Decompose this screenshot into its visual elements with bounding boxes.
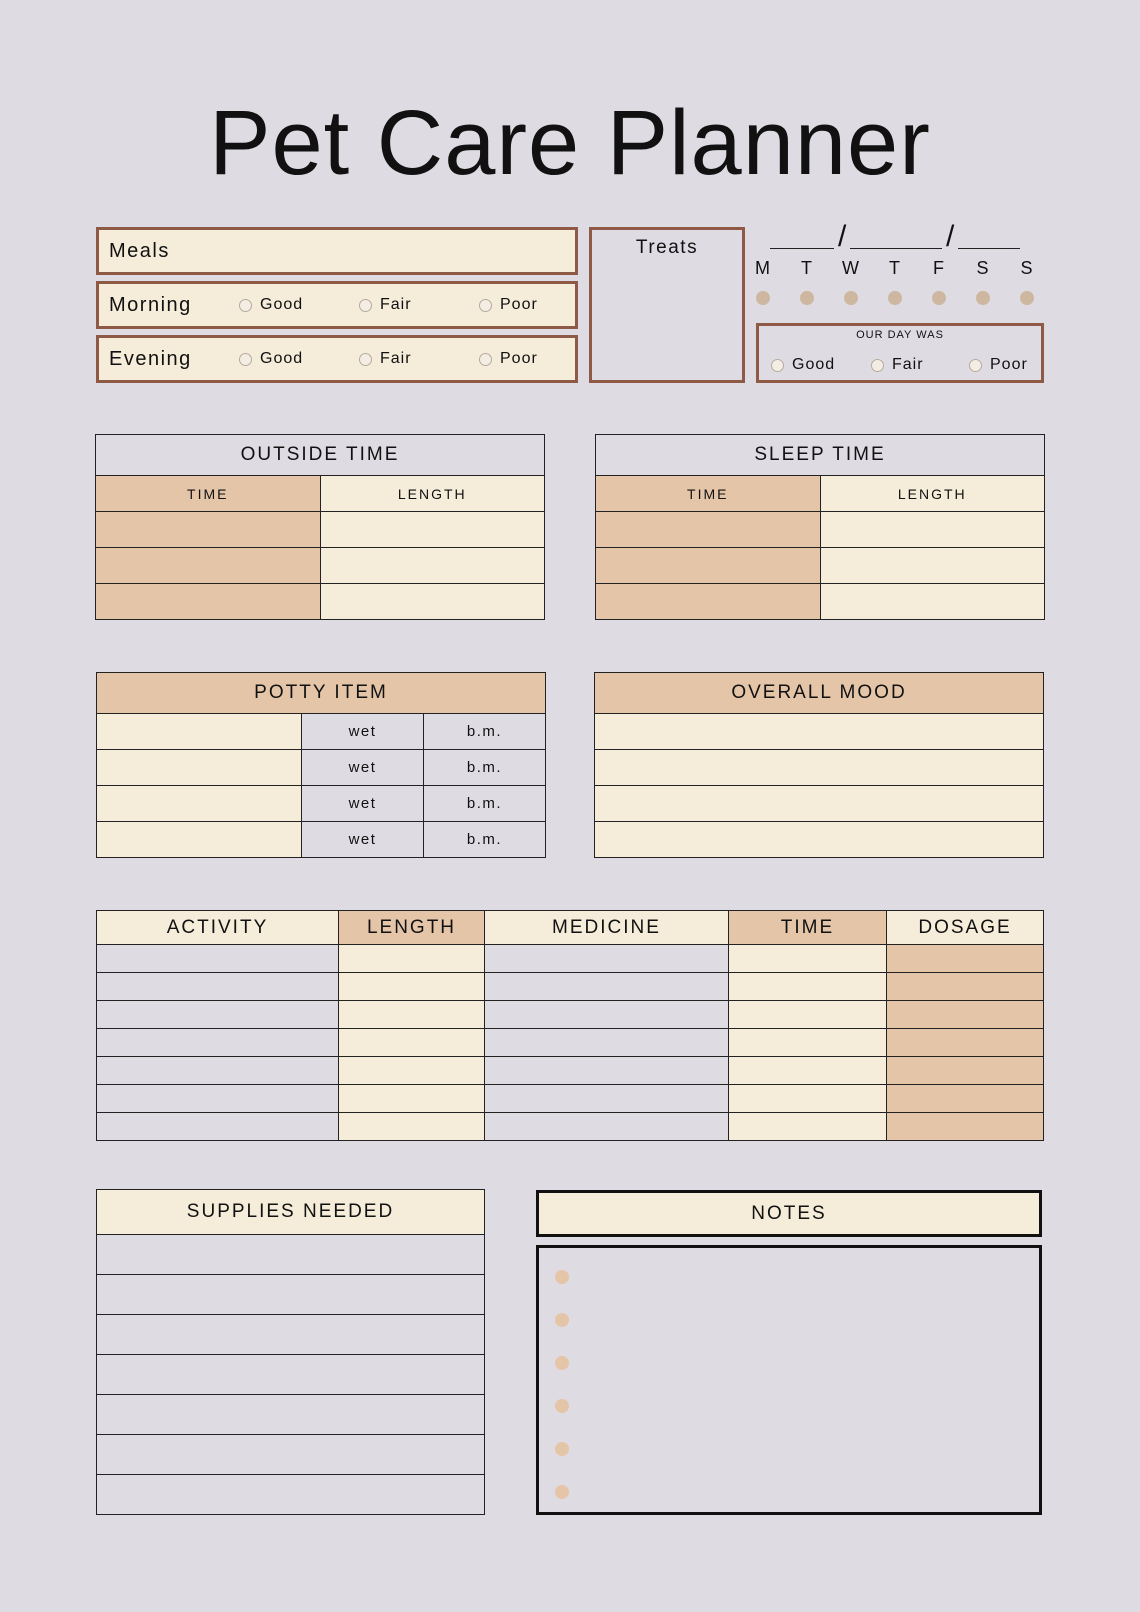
supply-entry-cell[interactable] — [97, 1275, 485, 1315]
meals-label: Meals — [109, 239, 170, 262]
morning-good-option[interactable]: Good — [239, 296, 303, 314]
outside-length-cell[interactable] — [320, 512, 545, 548]
potty-table — [96, 672, 546, 858]
weekday-selector — [748, 258, 1048, 308]
outside-time-col-time: TIME — [96, 476, 321, 512]
date-month-field[interactable] — [770, 248, 834, 249]
day-good-option[interactable]: Good — [771, 356, 835, 374]
day-dot-wednesday[interactable] — [844, 291, 858, 305]
medicine-cell[interactable] — [485, 973, 729, 1001]
notes-title: NOTES — [751, 1202, 827, 1224]
time-cell[interactable] — [729, 973, 887, 1001]
activity-cell[interactable] — [97, 1001, 339, 1029]
potty-wet-option[interactable]: wet — [302, 714, 424, 750]
notes-header — [536, 1190, 1042, 1237]
day-sunday: S — [1020, 258, 1034, 278]
col-activity: ACTIVITY — [97, 911, 339, 945]
potty-bm-option[interactable]: b.m. — [424, 822, 546, 858]
dosage-cell[interactable] — [887, 1085, 1044, 1113]
bullet-dot-icon — [555, 1313, 569, 1327]
dosage-cell[interactable] — [887, 1057, 1044, 1085]
potty-item-cell[interactable] — [97, 714, 302, 750]
supply-entry-cell[interactable] — [97, 1435, 485, 1475]
morning-poor-option[interactable]: Poor — [479, 296, 538, 314]
bullet-dot-icon — [555, 1270, 569, 1284]
activity-cell[interactable] — [97, 1113, 339, 1141]
length-cell[interactable] — [339, 1085, 485, 1113]
sleep-length-cell[interactable] — [820, 548, 1045, 584]
length-cell[interactable] — [339, 1057, 485, 1085]
activity-cell[interactable] — [97, 1029, 339, 1057]
outside-time-cell[interactable] — [96, 512, 321, 548]
medicine-cell[interactable] — [485, 1085, 729, 1113]
time-cell[interactable] — [729, 1113, 887, 1141]
time-cell[interactable] — [729, 1029, 887, 1057]
evening-good-option[interactable]: Good — [239, 350, 303, 368]
supply-entry-cell[interactable] — [97, 1395, 485, 1435]
day-rating-box — [756, 323, 1044, 383]
supply-entry-cell[interactable] — [97, 1315, 485, 1355]
mood-entry-cell[interactable] — [595, 714, 1044, 750]
dosage-cell[interactable] — [887, 1001, 1044, 1029]
outside-length-cell[interactable] — [320, 584, 545, 620]
medicine-cell[interactable] — [485, 1113, 729, 1141]
radio-icon[interactable] — [479, 353, 492, 366]
day-monday: M — [755, 258, 771, 278]
sleep-time-cell[interactable] — [596, 584, 821, 620]
notes-area[interactable] — [536, 1245, 1042, 1515]
bullet-dot-icon — [555, 1442, 569, 1456]
length-cell[interactable] — [339, 1113, 485, 1141]
day-friday: F — [933, 258, 945, 278]
potty-item-cell[interactable] — [97, 786, 302, 822]
medicine-cell[interactable] — [485, 945, 729, 973]
time-cell[interactable] — [729, 1057, 887, 1085]
medicine-cell[interactable] — [485, 1057, 729, 1085]
col-dosage: DOSAGE — [887, 911, 1044, 945]
radio-icon[interactable] — [359, 299, 372, 312]
radio-icon[interactable] — [969, 359, 982, 372]
length-cell[interactable] — [339, 1001, 485, 1029]
potty-item-cell[interactable] — [97, 750, 302, 786]
day-tuesday: T — [801, 258, 813, 278]
day-dot-monday[interactable] — [756, 291, 770, 305]
radio-icon[interactable] — [359, 353, 372, 366]
day-fair-option[interactable]: Fair — [871, 356, 924, 374]
radio-icon[interactable] — [479, 299, 492, 312]
morning-fair-option[interactable]: Fair — [359, 296, 412, 314]
evening-poor-option[interactable]: Poor — [479, 350, 538, 368]
activity-cell[interactable] — [97, 1057, 339, 1085]
treats-box[interactable] — [589, 227, 745, 383]
time-cell[interactable] — [729, 945, 887, 973]
sleep-time-title: SLEEP TIME — [596, 435, 1045, 476]
outside-time-table — [95, 434, 545, 620]
day-wednesday: W — [842, 258, 860, 278]
radio-icon[interactable] — [239, 299, 252, 312]
bullet-dot-icon — [555, 1356, 569, 1370]
potty-wet-option[interactable]: wet — [302, 822, 424, 858]
activity-cell[interactable] — [97, 945, 339, 973]
potty-bm-option[interactable]: b.m. — [424, 714, 546, 750]
mood-entry-cell[interactable] — [595, 786, 1044, 822]
supply-entry-cell[interactable] — [97, 1355, 485, 1395]
evening-row — [96, 335, 578, 383]
length-cell[interactable] — [339, 1029, 485, 1057]
potty-title: POTTY ITEM — [97, 673, 546, 714]
length-cell[interactable] — [339, 973, 485, 1001]
date-separator: / — [838, 220, 847, 253]
dosage-cell[interactable] — [887, 945, 1044, 973]
morning-row — [96, 281, 578, 329]
supplies-title: SUPPLIES NEEDED — [97, 1190, 485, 1235]
radio-icon[interactable] — [871, 359, 884, 372]
outside-length-cell[interactable] — [320, 548, 545, 584]
potty-wet-option[interactable]: wet — [302, 786, 424, 822]
bullet-dot-icon — [555, 1485, 569, 1499]
col-time: TIME — [729, 911, 887, 945]
sleep-length-cell[interactable] — [820, 584, 1045, 620]
col-medicine: MEDICINE — [485, 911, 729, 945]
activity-cell[interactable] — [97, 1085, 339, 1113]
col-length: LENGTH — [339, 911, 485, 945]
time-cell[interactable] — [729, 1085, 887, 1113]
sleep-time-col-time: TIME — [596, 476, 821, 512]
sleep-length-cell[interactable] — [820, 512, 1045, 548]
activity-cell[interactable] — [97, 973, 339, 1001]
medicine-cell[interactable] — [485, 1001, 729, 1029]
potty-item-cell[interactable] — [97, 822, 302, 858]
sleep-time-table — [595, 434, 1045, 620]
dosage-cell[interactable] — [887, 1113, 1044, 1141]
day-poor-option[interactable]: Poor — [969, 356, 1028, 374]
dosage-cell[interactable] — [887, 1029, 1044, 1057]
potty-bm-option[interactable]: b.m. — [424, 786, 546, 822]
day-saturday: S — [976, 258, 990, 278]
overall-mood-title: OVERALL MOOD — [595, 673, 1044, 714]
day-dot-saturday[interactable] — [976, 291, 990, 305]
bullet-dot-icon — [555, 1399, 569, 1413]
length-cell[interactable] — [339, 945, 485, 973]
dosage-cell[interactable] — [887, 973, 1044, 1001]
day-dot-sunday[interactable] — [1020, 291, 1034, 305]
potty-wet-option[interactable]: wet — [302, 750, 424, 786]
page-title: Pet Care Planner — [209, 92, 931, 194]
morning-label: Morning — [109, 293, 192, 316]
day-dot-thursday[interactable] — [888, 291, 902, 305]
day-rating-label: OUR DAY WAS — [856, 329, 944, 341]
mood-entry-cell[interactable] — [595, 822, 1044, 858]
date-year-field[interactable] — [958, 248, 1020, 249]
day-dot-friday[interactable] — [932, 291, 946, 305]
medicine-cell[interactable] — [485, 1029, 729, 1057]
day-thursday: T — [889, 258, 901, 278]
radio-icon[interactable] — [239, 353, 252, 366]
outside-time-cell[interactable] — [96, 584, 321, 620]
supply-entry-cell[interactable] — [97, 1235, 485, 1275]
radio-icon[interactable] — [771, 359, 784, 372]
time-cell[interactable] — [729, 1001, 887, 1029]
outside-time-cell[interactable] — [96, 548, 321, 584]
sleep-time-cell[interactable] — [596, 548, 821, 584]
date-day-field[interactable] — [850, 248, 942, 249]
meals-header — [96, 227, 578, 275]
sleep-time-col-length: LENGTH — [820, 476, 1045, 512]
day-dot-tuesday[interactable] — [800, 291, 814, 305]
supplies-table — [96, 1189, 485, 1515]
potty-bm-option[interactable]: b.m. — [424, 750, 546, 786]
outside-time-col-length: LENGTH — [320, 476, 545, 512]
evening-label: Evening — [109, 347, 192, 370]
supply-entry-cell[interactable] — [97, 1475, 485, 1515]
sleep-time-cell[interactable] — [596, 512, 821, 548]
treats-label: Treats — [635, 237, 699, 258]
overall-mood-table — [594, 672, 1044, 858]
activity-medicine-table — [96, 910, 1044, 1141]
date-separator: / — [946, 220, 955, 253]
outside-time-title: OUTSIDE TIME — [96, 435, 545, 476]
mood-entry-cell[interactable] — [595, 750, 1044, 786]
evening-fair-option[interactable]: Fair — [359, 350, 412, 368]
